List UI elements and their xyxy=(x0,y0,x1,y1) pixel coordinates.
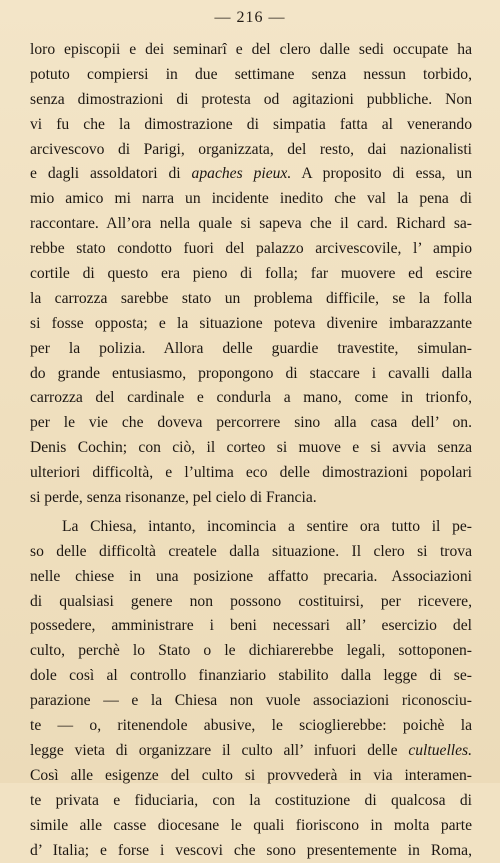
text-segment: legge vieta di organizzare il culto all’ infuori delle xyxy=(30,742,408,759)
text-line: si perde, senza risonanze, pel cielo di Francia. xyxy=(30,486,472,511)
text-line: nelle chiese in una posizione affatto precaria. Associazioni xyxy=(30,565,472,590)
page-body xyxy=(30,38,472,863)
text-line: rebbe stato condotto fuori del palazzo arcivescovile, l’ ampio xyxy=(30,237,472,262)
text-line: parazione — e la Chiesa non vuole associazioni riconosciu- xyxy=(30,689,472,714)
text-line: possedere, amministrare i beni necessari all’ esercizio del xyxy=(30,614,472,639)
text-line: senza dimostrazioni di protesta od agitazioni pubbliche. Non xyxy=(30,88,472,113)
text-line: loro episcopii e dei seminarî e del clero dalle sedi occupate ha xyxy=(30,38,472,63)
text-line: vi fu che la dimostrazione di simpatia fatta al venerando xyxy=(30,113,472,138)
paragraph-2 xyxy=(30,515,472,863)
text-line: potuto compiersi in due settimane senza nessun torbido, xyxy=(30,63,472,88)
page-number: — 216 — xyxy=(0,9,500,27)
italic-term: cultuelles. xyxy=(408,742,472,759)
text-line: cortile di questo era pieno di folla; far muovere ed escire xyxy=(30,262,472,287)
paragraph-1 xyxy=(30,38,472,511)
text-line: per la polizia. Allora delle guardie travestite, simulan- xyxy=(30,337,472,362)
text-line: per le vie che doveva percorrere sino alla casa dell’ on. xyxy=(30,411,472,436)
text-line: di qualsiasi genere non possono costituirsi, per ricevere, xyxy=(30,590,472,615)
text-segment: A proposito di essa, un xyxy=(291,165,472,182)
text-line: mio amico mi narra un incidente inedito che val la pena di xyxy=(30,187,472,212)
text-line: si fosse opposta; e la situazione poteva divenire imbarazzante xyxy=(30,312,472,337)
text-line: so delle difficoltà createle dalla situazione. Il clero si trova xyxy=(30,540,472,565)
text-line xyxy=(30,162,472,187)
text-segment: e dagli assoldatori di xyxy=(30,165,192,182)
text-line: te privata e fiduciaria, con la costituzione di qualcosa di xyxy=(30,789,472,814)
text-line: raccontare. All’ora nella quale si sapeva che il card. Richard sa- xyxy=(30,212,472,237)
text-line: La Chiesa, intanto, incomincia a sentire ora tutto il pe- xyxy=(30,515,472,540)
text-line: d’ Italia; e forse i vescovi che sono presentemente in Roma, xyxy=(30,839,472,863)
text-line: carrozza del cardinale e condurla a mano, come in trionfo, xyxy=(30,386,472,411)
italic-term: apaches pieux. xyxy=(192,165,292,182)
text-line: do grande entusiasmo, propongono di staccare i cavalli dalla xyxy=(30,362,472,387)
text-line: Denis Cochin; con ciò, il corteo si muove e si avvia senza xyxy=(30,436,472,461)
text-line: ulteriori difficoltà, e l’ultima eco delle dimostrazioni popolari xyxy=(30,461,472,486)
text-line: culto, perchè lo Stato o le dichiarerebbe legali, sottoponen- xyxy=(30,639,472,664)
text-line: simile alle casse diocesane le quali fioriscono in molta parte xyxy=(30,814,472,839)
text-line: te — o, ritenendole abusive, le scioglierebbe: poichè la xyxy=(30,714,472,739)
text-line xyxy=(30,739,472,764)
text-line: la carrozza sarebbe stato un problema difficile, se la folla xyxy=(30,287,472,312)
text-line: arcivescovo di Parigi, organizzata, del resto, dai nazionalisti xyxy=(30,138,472,163)
text-line: Così alle esigenze del culto si provvederà in via interamen- xyxy=(30,764,472,789)
text-line: dole così al controllo finanziario stabilito dalla legge di se- xyxy=(30,664,472,689)
